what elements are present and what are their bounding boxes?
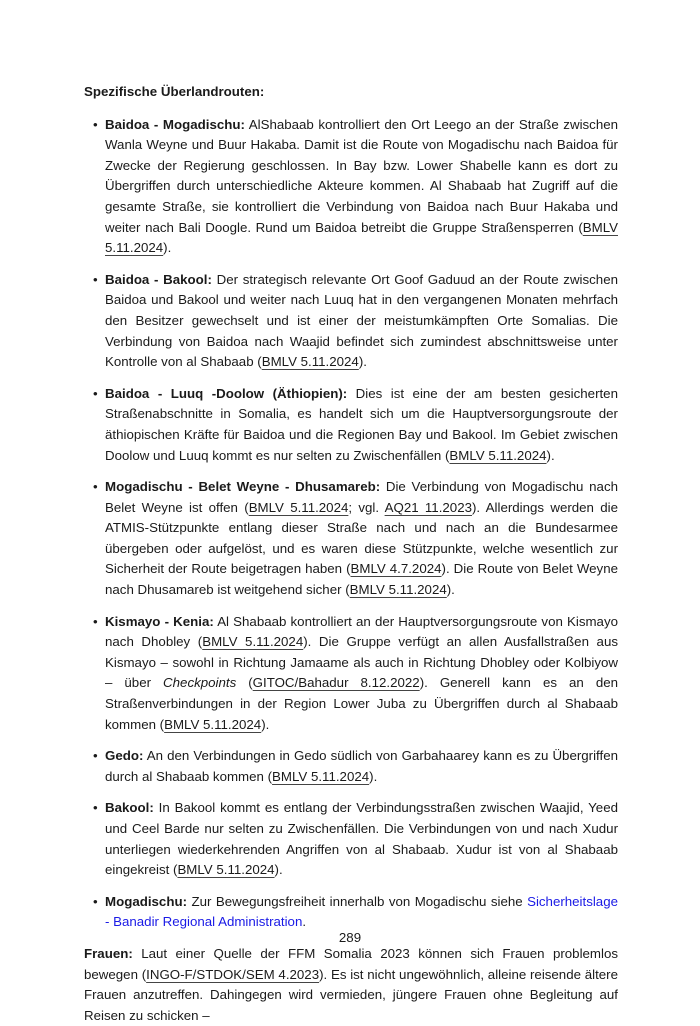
- route-item-gedo: • Gedo: An den Verbindungen in Gedo südlich von Garbahaarey kann es zu Übergriffen durch al Shabaab kommen (BMLV 5.11.2024).: [84, 746, 618, 787]
- route-term: Mogadischu:: [105, 893, 187, 909]
- citation-link[interactable]: INGO-F/STDOK/SEM 4.2023: [146, 966, 320, 982]
- page-number: 289: [338, 930, 362, 945]
- route-list: [84, 115, 618, 933]
- citation-link[interactable]: BMLV 5.11.2024: [349, 582, 447, 598]
- route-item-mogadischu: • Mogadischu: Zur Bewegungsfreiheit innerhalb von Mogadischu siehe Sicherheitslage - Banadir Regional Administration.: [84, 892, 618, 933]
- route-item-baidoa-mogadischu: • Baidoa - Mogadischu: AlShabaab kontrolliert den Ort Leego an der Straße zwischen Wanla Weyne und Buur Hakaba. Damit ist die Route von Mogadischu nach Baidoa für Zwecke der Regierung geschlossen. In Bay bzw. Lower Shabelle kann es dort zu Übergriffen durch unterschiedliche Akteure kommen. Al Shabaab hat Zugriff auf die gesamte Straße, sie kontrolliert die Verbindung von Baidoa nach Buur Hakaba und weiter nach Bali Doogle. Rund um Baidoa betreibt die Gruppe Straßensperren (BMLV 5.11.2024).: [84, 115, 618, 259]
- route-item-baidoa-bakool: • Baidoa - Bakool: Der strategisch relevante Ort Goof Gaduud an der Route zwischen Baidoa und Bakool und weiter nach Luuq hat in den vergangenen Monaten mehrfach den Besitzer gewechselt und ist einer der meistumkämpften Orte Somalias. Die Verbindung von Baidoa nach Waajid befindet sich zumindest abschnittsweise unter Kontrolle von al Shabaab (BMLV 5.11.2024).: [84, 270, 618, 373]
- citation-link[interactable]: BMLV 5.11.2024: [164, 716, 262, 732]
- cross-reference-link[interactable]: Sicherheitslage - Banadir Regional Administration: [105, 893, 618, 930]
- citation-link[interactable]: BMLV 5.11.2024: [261, 354, 359, 370]
- citation-link[interactable]: BMLV 5.11.2024: [248, 499, 349, 515]
- citation-link[interactable]: BMLV 5.11.2024: [202, 634, 304, 650]
- route-item-mogadischu-belet-weyne: • Mogadischu - Belet Weyne - Dhusamareb: Die Verbindung von Mogadischu nach Belet Weyne ist offen (BMLV 5.11.2024; vgl. AQ21 11.2023). Allerdings werden die ATMIS-Stützpunkte entlang dieser Straße nach und nach an die Bundesarmee übergeben oder aufgelöst, und es waren diese Stützpunkte, welche wesentlich zur Sicherheit der Route beigetragen haben (BMLV 4.7.2024). Die Route von Belet Weyne nach Dhusamareb ist weitgehend sicher (BMLV 5.11.2024).: [84, 477, 618, 601]
- route-item-baidoa-luuq-doolow: • Baidoa - Luuq -Doolow (Äthiopien): Dies ist eine der am besten gesicherten Straßenabschnitte in Somalia, es handelt sich um die Hauptversorgungsroute der äthiopischen Kräfte für Baidoa und die Regionen Bay und Bakool. Im Gebiet zwischen Doolow und Luuq kommt es nur selten zu Zwischenfällen (BMLV 5.11.2024).: [84, 384, 618, 466]
- citation-link[interactable]: GITOC/Bahadur 8.12.2022: [252, 675, 420, 691]
- route-term: Gedo:: [105, 748, 144, 764]
- paragraph-term: Frauen:: [84, 945, 133, 961]
- route-term: Baidoa - Bakool:: [105, 271, 212, 287]
- citation-link[interactable]: BMLV 5.11.2024: [177, 862, 275, 878]
- section-heading: Spezifische Überlandrouten:: [84, 84, 265, 99]
- route-term: Kismayo - Kenia:: [105, 613, 214, 629]
- route-term: Bakool:: [105, 800, 154, 816]
- route-item-kismayo-kenia: • Kismayo - Kenia: Al Shabaab kontrolliert an der Hauptversorgungsroute von Kismayo nach Dhobley (BMLV 5.11.2024). Die Gruppe verfügt an allen Ausfallstraßen aus Kismayo – sowohl in Richtung Jamaame als auch in Richtung Dhobley oder Kolbiyow – über Checkpoints (GITOC/Bahadur 8.12.2022). Generell kann es an den Straßenverbindungen in der Region Lower Juba zu Übergriffen durch al Shabaab kommen (BMLV 5.11.2024).: [84, 612, 618, 736]
- citation-link[interactable]: BMLV 4.7.2024: [350, 561, 442, 577]
- citation-link[interactable]: BMLV 5.11.2024: [449, 447, 547, 463]
- route-item-bakool: • Bakool: In Bakool kommt es entlang der Verbindungsstraßen zwischen Waajid, Yeed und Ceel Barde nur selten zu Zwischenfällen. Die Verbindungen von und nach Xudur unterliegen wiederkehrenden Angriffen von al Shabaab. Xudur ist von al Shabaab eingekreist (BMLV 5.11.2024).: [84, 798, 618, 880]
- document-page: [84, 82, 618, 1026]
- route-term: Baidoa - Mogadischu:: [105, 116, 245, 132]
- emphasis: Checkpoints: [163, 675, 237, 691]
- women-paragraph: Frauen: Laut einer Quelle der FFM Somalia 2023 können sich Frauen problemlos bewegen (INGO-F/STDOK/SEM 4.2023). Es ist nicht ungewöhnlich, alleine reisende ältere Frauen anzutreffen. Dahingegen wird vermieden, jüngere Frauen ohne Begleitung auf Reisen zu schicken –: [84, 945, 618, 1023]
- citation-link[interactable]: AQ21 11.2023: [384, 499, 472, 515]
- route-term: Baidoa - Luuq -Doolow (Äthiopien):: [105, 385, 348, 401]
- citation-link[interactable]: BMLV 5.11.2024: [272, 768, 370, 784]
- route-term: Mogadischu - Belet Weyne - Dhusamareb:: [105, 479, 381, 495]
- citation-link[interactable]: BMLV 5.11.2024: [105, 219, 618, 256]
